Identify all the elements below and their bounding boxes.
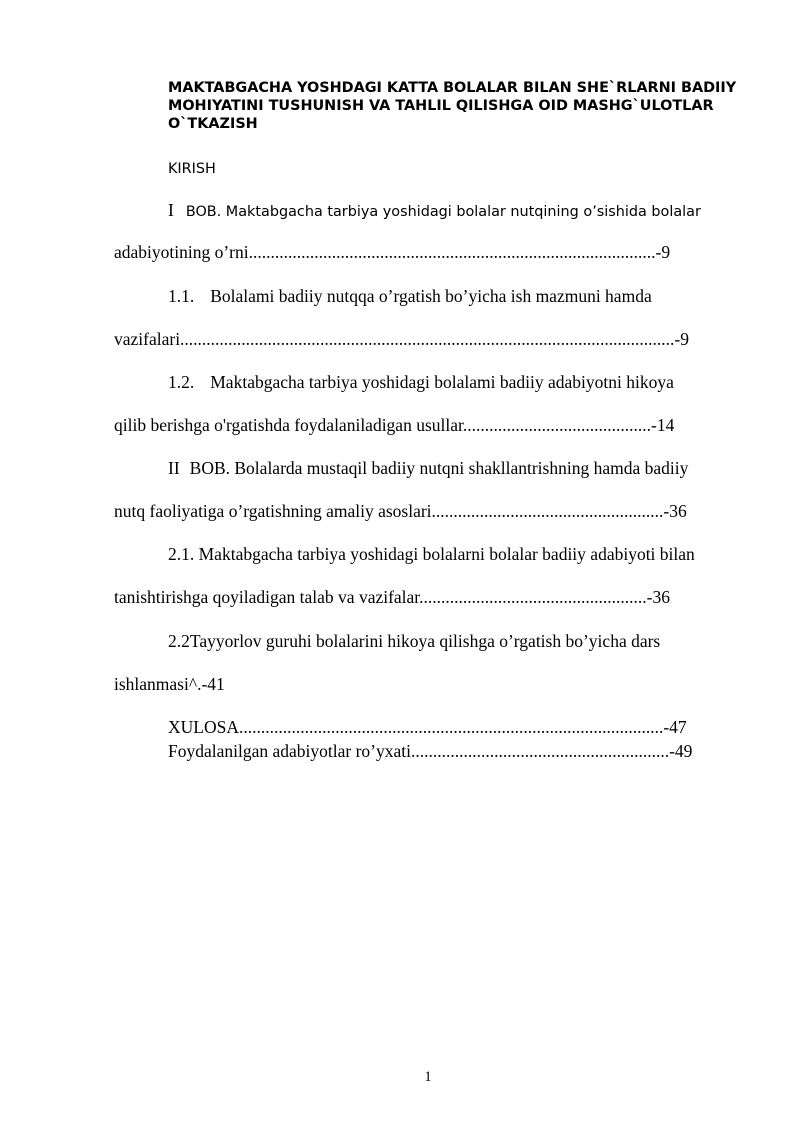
toc-section-1-2-number: 1.2. bbox=[168, 372, 195, 392]
toc-chapter-1-number: I bbox=[168, 200, 174, 220]
toc-chapter-2-title: BOB. Bolalarda mustaqil badiiy nutqni shakllantrishning hamda badiiy bbox=[189, 458, 689, 478]
toc-section-1-1-title: Bolalami badiiy nutqqa o’rgatish bo’yicha ish mazmuni hamda bbox=[210, 286, 652, 306]
toc-section-2-2-line-2: ishlanmasi^.-41 bbox=[114, 674, 225, 694]
toc-section-1-2-title: Maktabgacha tarbiya yoshidagi bolalami badiiy adabiyotni hikoya bbox=[210, 372, 674, 392]
toc-intro: KIRISH bbox=[168, 161, 216, 177]
toc-chapter-1-line-2: adabiyotining o’rni.............................................................................................-9 bbox=[114, 242, 671, 262]
toc-section-2-1-line-2: tanishtirishga qoyiladigan talab va vazifalar....................................................-36 bbox=[114, 587, 671, 607]
toc-section-1-1-line-2: vazifalari.................................................................................................................-9 bbox=[114, 329, 690, 349]
toc-section-1-1-line-1 bbox=[168, 285, 652, 307]
toc-chapter-2-number: II bbox=[168, 458, 180, 478]
toc-chapter-1-line-1 bbox=[168, 199, 701, 223]
toc-section-1-2-line-2: qilib berishga o'rgatishda foydalaniladigan usullar...........................................-14 bbox=[114, 415, 675, 435]
toc-references: Foydalanilgan adabiyotlar ro’yxati...........................................................-49 bbox=[168, 741, 693, 761]
toc-conclusion: XULOSA.................................................................................................-47 bbox=[168, 717, 687, 737]
toc-chapter-2-line-1 bbox=[168, 457, 688, 479]
toc-chapter-2-line-2: nutq faoliyatiga o’rgatishning amaliy asoslari.....................................................-36 bbox=[114, 501, 687, 521]
document-title: MAKTABGACHA YOSHDAGI KATTA BOLALAR BILAN SHE`RLARNI BADIIY MOHIYATINI TUSHUNISH VA TAHLIL QILISHGA OID MASHG`ULOTLAR O`TKAZISH bbox=[168, 80, 737, 132]
toc-section-2-2-line-1: 2.2Tayyorlov guruhi bolalarini hikoya qilishga o’rgatish bo’yicha dars bbox=[168, 631, 661, 651]
toc-section-1-1-number: 1.1. bbox=[168, 286, 195, 306]
toc-chapter-1-title: BOB. Maktabgacha tarbiya yoshidagi bolalar nutqining o’sishida bolalar bbox=[185, 204, 701, 220]
page-number: 1 bbox=[424, 1069, 432, 1085]
toc-section-2-1-line-1: 2.1. Maktabgacha tarbiya yoshidagi bolalarni bolalar badiiy adabiyoti bilan bbox=[168, 544, 695, 564]
toc-section-1-2-line-1 bbox=[168, 371, 674, 393]
